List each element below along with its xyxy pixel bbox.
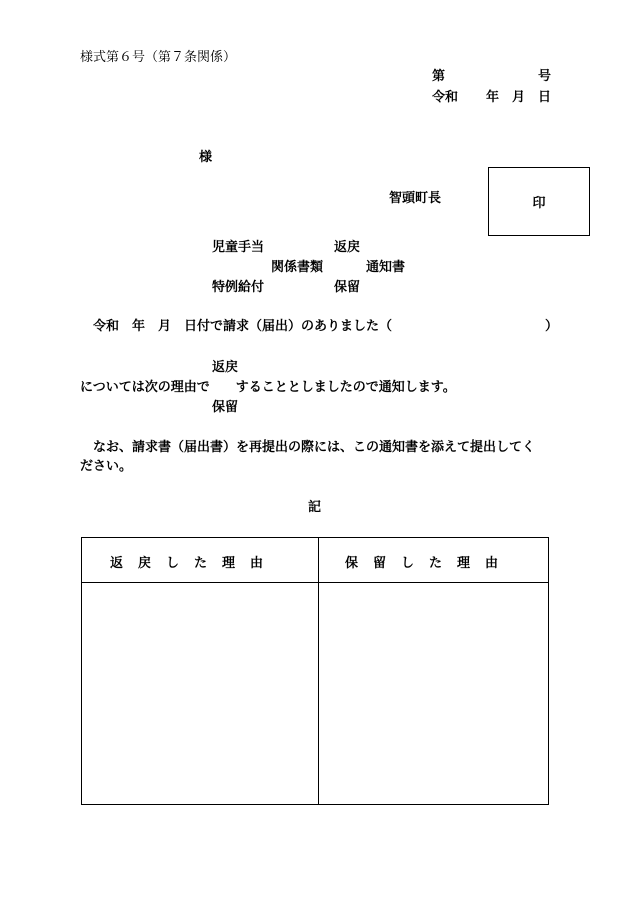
reason-line: については次の理由で することとしましたので通知します。	[80, 380, 456, 395]
addressee-suffix: 様	[199, 150, 213, 165]
reason-hold: 保留	[212, 400, 239, 415]
date-year: 年	[486, 90, 500, 105]
seal-box	[488, 167, 590, 236]
doc-number-dai: 第	[432, 69, 446, 84]
date-era: 令和	[432, 90, 459, 105]
issuer-name: 智頭町長	[389, 191, 442, 206]
seal-label: 印	[532, 196, 546, 211]
return-reason-cell[interactable]	[82, 583, 318, 804]
form-number: 様式第６号（第７条関係）	[80, 50, 237, 65]
doc-number-go: 号	[538, 69, 552, 84]
date-month: 月	[512, 90, 526, 105]
subject-special-benefit: 特例給付	[212, 280, 265, 295]
reason-table	[81, 537, 549, 805]
resubmit-note-line2: ださい。	[80, 459, 133, 474]
request-line: 令和 年 月 日付で請求（届出）のありました（	[93, 319, 393, 334]
hold-reason-cell[interactable]	[319, 583, 548, 804]
notice-label: 通知書	[366, 260, 406, 275]
subject-related-docs: 関係書類	[271, 260, 324, 275]
request-line-close: ）	[545, 319, 559, 334]
date-day: 日	[538, 90, 552, 105]
header-return-reason: 返 戻 し た 理 由	[110, 556, 265, 571]
action-return-top: 返戻	[334, 240, 361, 255]
ki-heading: 記	[308, 500, 322, 515]
resubmit-note-line1: なお、請求書（届出書）を再提出の際には、この通知書を添えて提出してく	[93, 440, 536, 455]
subject-child-allowance: 児童手当	[212, 240, 265, 255]
header-hold-reason: 保 留 し た 理 由	[345, 556, 500, 571]
action-hold-top: 保留	[334, 280, 361, 295]
reason-return: 返戻	[212, 360, 239, 375]
